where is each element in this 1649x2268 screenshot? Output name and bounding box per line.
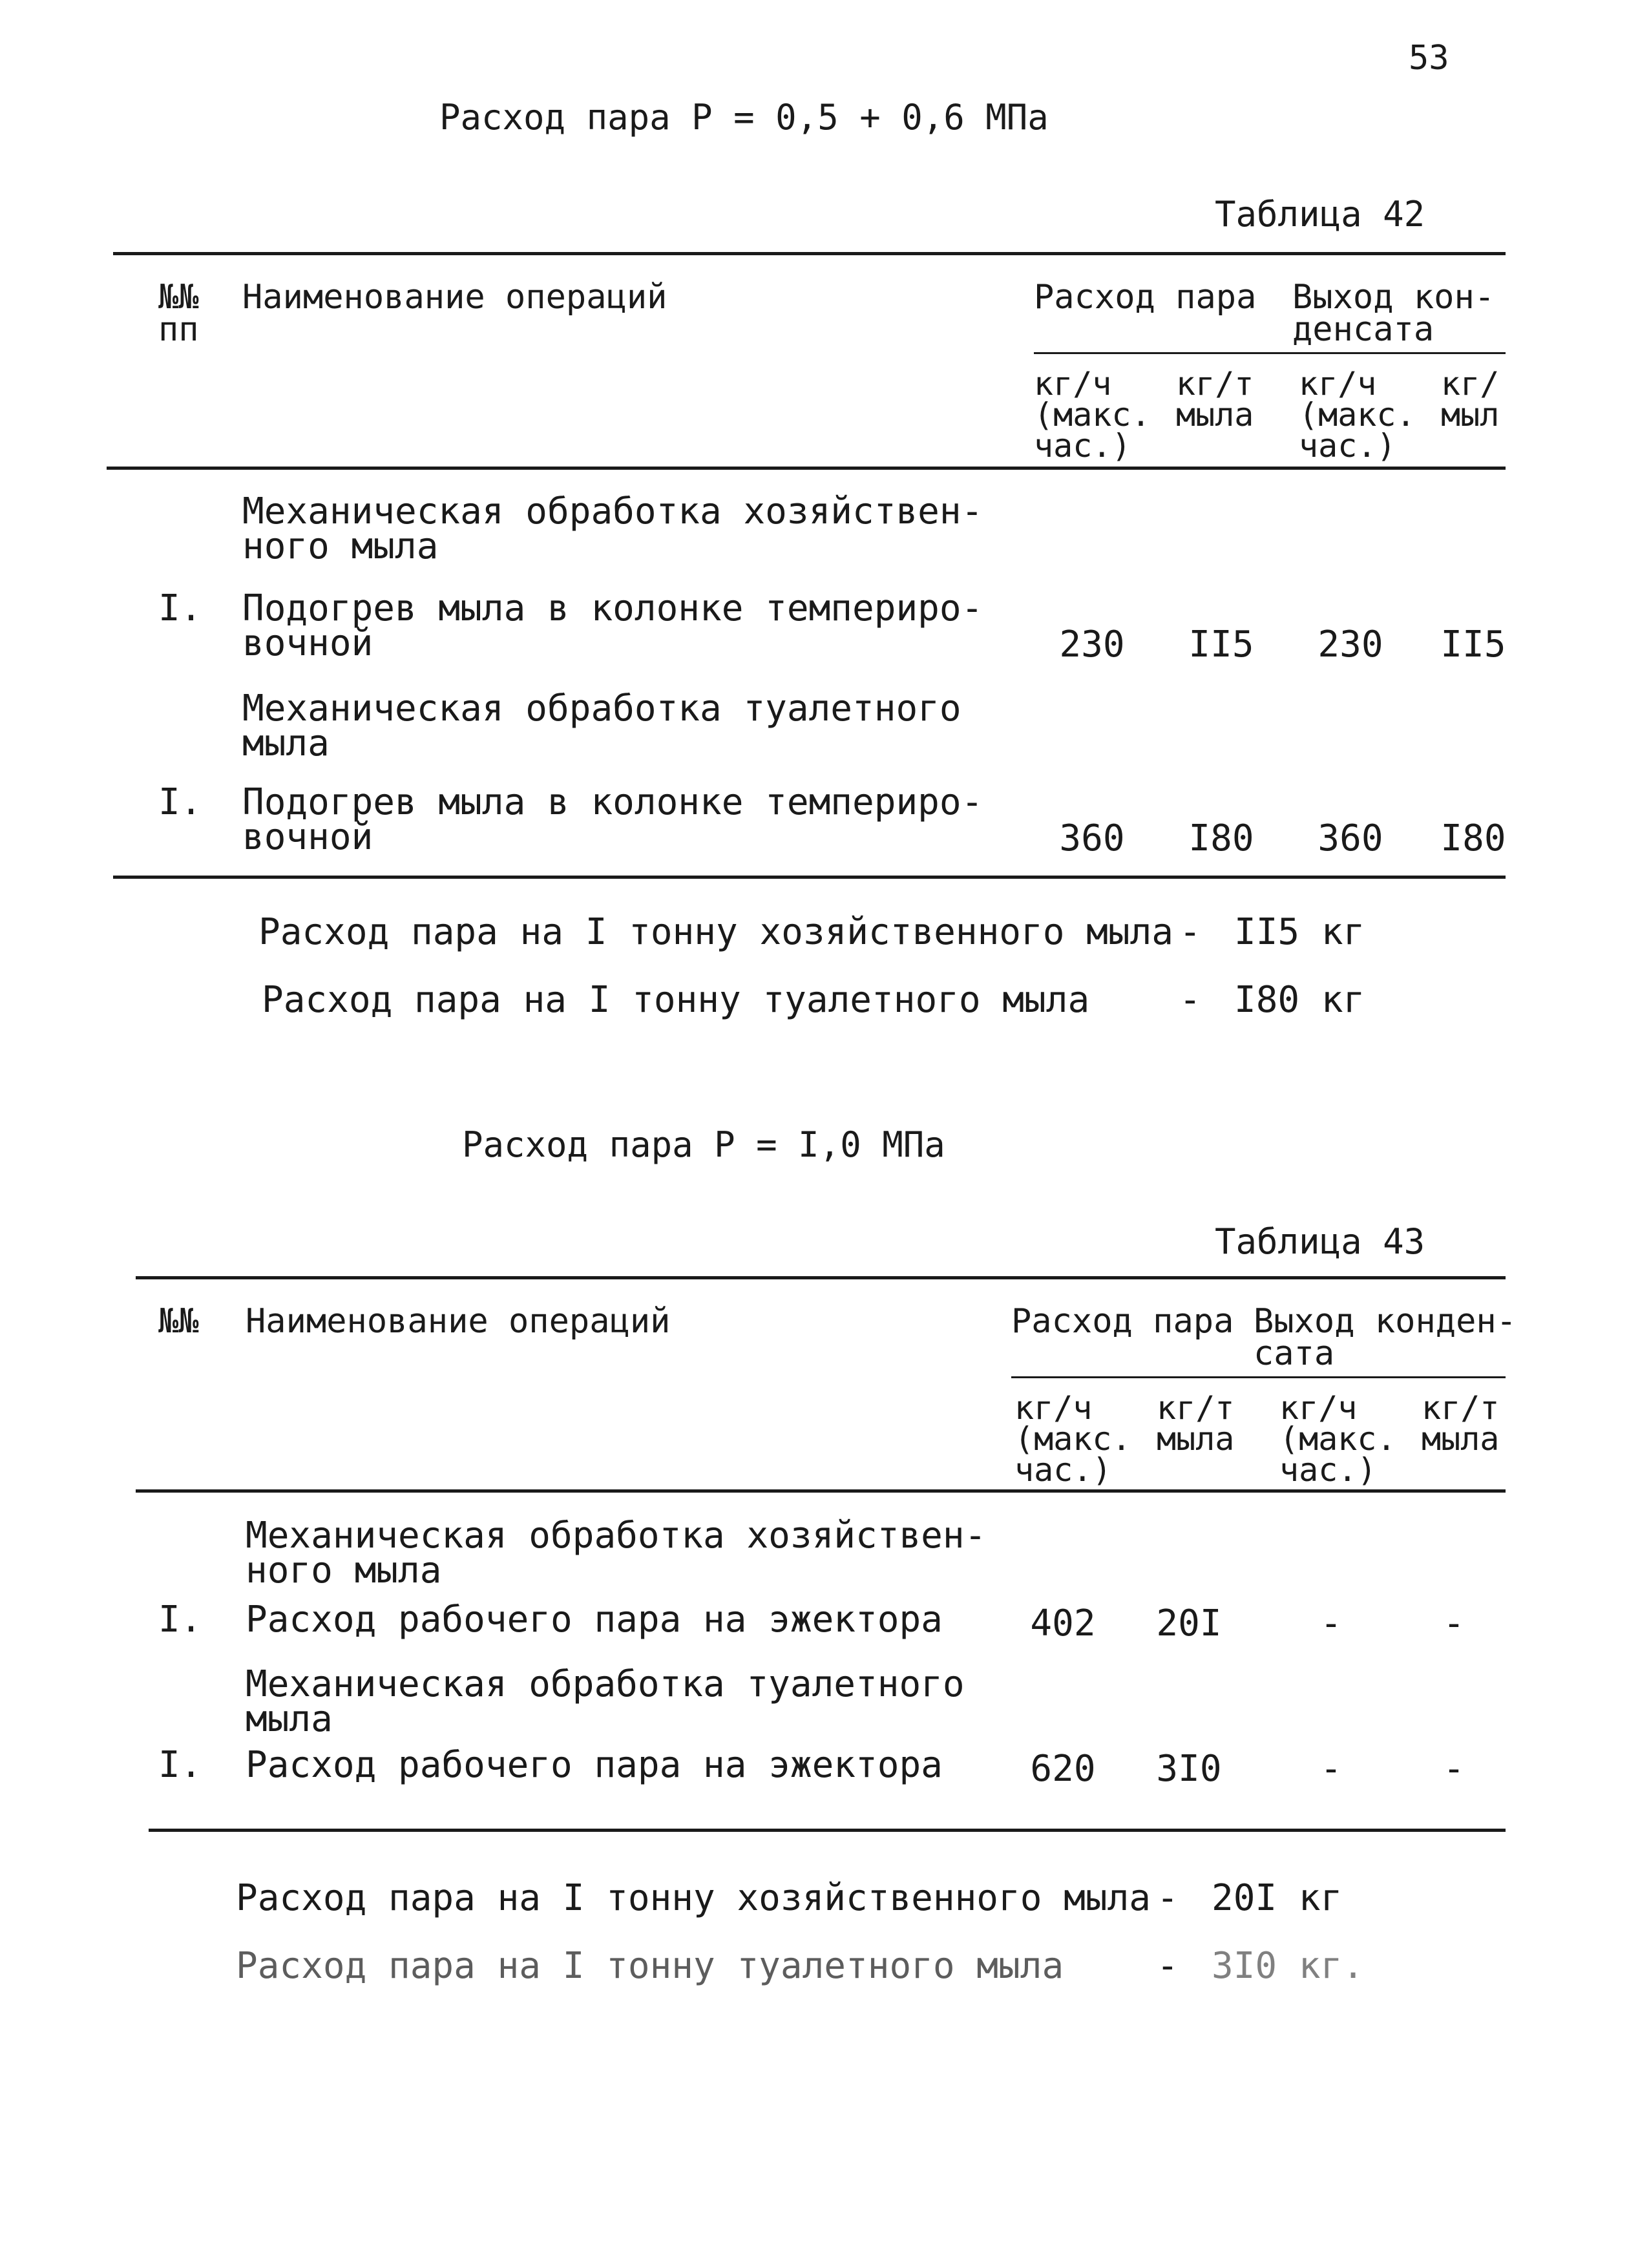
section1-title: Расход пара Р = 0,5 + 0,6 МПа [439,97,1049,138]
table43-summary-label: Расход пара на I тонну хозяйственного мыла [236,1877,1151,1919]
table42-summary-value: II5 кг [1234,911,1365,953]
table42-header-condensate: Выход кон- денсата [1292,278,1495,349]
table42-cell-steam-kgh: 230 [1059,624,1125,666]
table42-sub-kgt2: кг/ мыл [1441,365,1500,434]
table43-group-label: Механическая обработка хозяйствен- ного мыла [246,1515,987,1591]
page-number: 53 [1409,39,1449,78]
table42-cell-cond-kgh: 360 [1318,817,1383,859]
table42-cell-steam-kgh: 360 [1059,817,1125,859]
table42-group-label: Механическая обработка туалетного мыла [242,688,961,764]
table42-bottom-rule [113,876,1506,879]
table43-cell-steam-kgh: 620 [1030,1748,1096,1790]
table42-sub-kgt: кг/т мыла [1176,365,1254,434]
table43-top-rule [136,1276,1506,1279]
table42-row-operation: Подогрев мыла в колонке темпериро- вочной [242,587,983,664]
table43-row-operation: Расход рабочего пара на эжектора [246,1744,943,1786]
section2-title: Расход пара Р = I,0 МПа [462,1124,945,1165]
table43-cell-cond-kgh: - [1320,1602,1342,1644]
table42-summary-label: Расход пара на I тонну туалетного мыла [262,979,1090,1021]
table43-caption: Таблица 43 [1215,1221,1425,1262]
table43-summary-value: 3I0 кг. [1212,1945,1365,1987]
table43-header-name: Наименование операций [246,1302,671,1341]
table43-subheader-rule [1011,1376,1506,1378]
table42-row-operation: Подогрев мыла в колонке темпериро- вочной [242,781,983,858]
table42-cell-steam-kgt: I80 [1188,817,1254,859]
table43-bottom-rule [149,1829,1506,1832]
table43-row-num: I. [158,1599,202,1641]
table42-summary-dash: - [1179,911,1201,953]
table43-sub-kgh2: кг/ч (макс. час.) [1279,1389,1396,1489]
table42-cell-cond-kgt: II5 [1440,624,1506,666]
table42-header-steam: Расход пара [1034,278,1257,317]
table42-header-name: Наименование операций [242,278,667,317]
table43-sub-kgt2: кг/т мыла [1422,1389,1500,1458]
table42-caption: Таблица 42 [1215,194,1425,235]
table42-top-rule [113,252,1506,255]
table43-row-num: I. [158,1744,202,1786]
table43-cell-cond-kgt: - [1443,1748,1465,1790]
table43-header-steam: Расход пара [1011,1302,1234,1341]
table43-sub-kgt: кг/т мыла [1157,1389,1235,1458]
table43-cell-cond-kgt: - [1443,1602,1465,1644]
table42-cell-cond-kgt: I80 [1440,817,1506,859]
table43-summary-dash: - [1157,1877,1179,1919]
table42-row-num: I. [158,781,202,823]
table43-summary-value: 20I кг [1212,1877,1343,1919]
table43-header-bottom-rule [136,1489,1506,1493]
table43-header-condensate: Выход конден- сата [1254,1302,1517,1373]
table42-summary-label: Расход пара на I тонну хозяйственного мыла [258,911,1174,953]
table42-subheader-rule [1034,352,1506,354]
table42-sub-kgh2: кг/ч (макс. час.) [1299,365,1416,465]
table42-summary-value: I80 кг [1234,979,1365,1021]
table43-group-label: Механическая обработка туалетного мыла [246,1663,965,1740]
table43-summary-dash: - [1157,1945,1179,1987]
table42-sub-kgh: кг/ч (макс. час.) [1034,365,1151,465]
table43-cell-steam-kgt: 3I0 [1156,1748,1222,1790]
table42-header-num: №№ пп [158,278,199,349]
table42-cell-steam-kgt: II5 [1188,624,1254,666]
table43-row-operation: Расход рабочего пара на эжектора [246,1599,943,1641]
table43-cell-steam-kgt: 20I [1156,1602,1222,1644]
table43-sub-kgh: кг/ч (макс. час.) [1014,1389,1131,1489]
table42-group-label: Механическая обработка хозяйствен- ного мыла [242,490,983,567]
table43-cell-cond-kgh: - [1320,1748,1342,1790]
table42-row-num: I. [158,587,202,629]
table43-summary-label: Расход пара на I тонну туалетного мыла [236,1945,1064,1987]
table42-summary-dash: - [1179,979,1201,1021]
table43-cell-steam-kgh: 402 [1030,1602,1096,1644]
table43-header-num: №№ [158,1302,199,1341]
table42-cell-cond-kgh: 230 [1318,624,1383,666]
table42-header-bottom-rule [107,467,1506,470]
